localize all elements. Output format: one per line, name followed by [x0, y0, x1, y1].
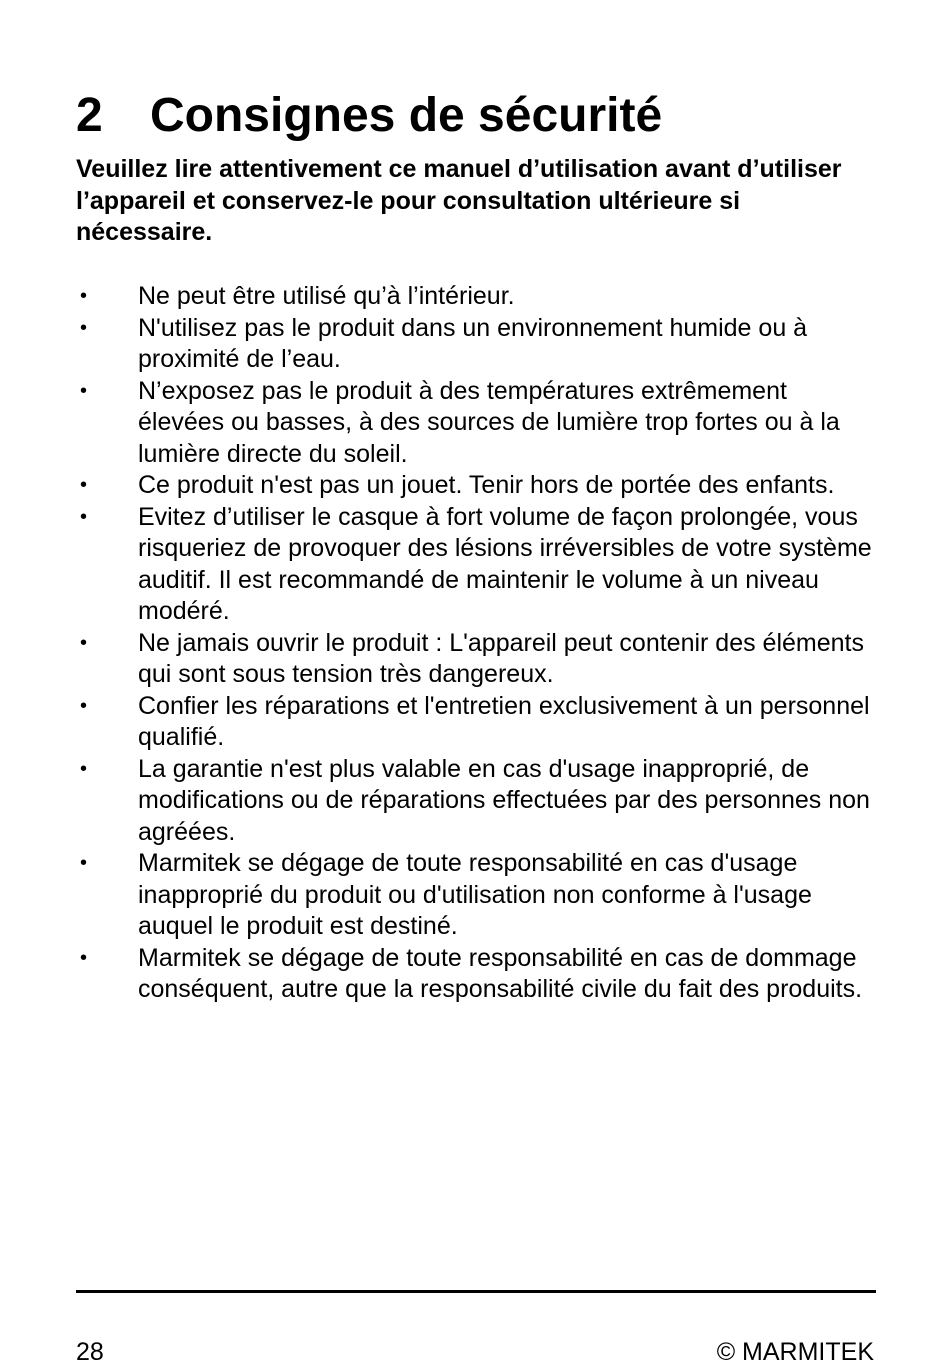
list-item — [76, 281, 876, 313]
list-item — [76, 502, 876, 628]
bullet-icon: • — [80, 379, 88, 402]
copyright-notice: © MARMITEK — [716, 1338, 874, 1366]
page-title — [76, 86, 662, 146]
list-item-text: Evitez d’utiliser le casque à fort volume de façon prolongée, vous risqueriez de provoquer des lésions irréversibles de votre système auditif. Il est recommandé de maintenir le volume à un niveau modéré. — [138, 502, 872, 625]
bullet-icon: • — [80, 631, 88, 654]
section-title: Consignes de sécurité — [150, 89, 663, 142]
list-item-text: N’exposez pas le produit à des températures extrêmement élevées ou basses, à des sources de lumière trop fortes ou à la lumière directe du soleil. — [138, 376, 840, 468]
page-number: 28 — [76, 1338, 104, 1366]
list-item — [76, 313, 876, 376]
bullet-icon: • — [80, 285, 88, 307]
list-item-text: Confier les réparations et l'entretien exclusivement à un personnel qualifié. — [138, 691, 870, 751]
list-item-text: Marmitek se dégage de toute responsabilité en cas d'usage inapproprié du produit ou d'utilisation non conforme à l'usage auquel le produit est destiné. — [138, 849, 812, 940]
footer-divider — [76, 1290, 876, 1293]
list-item-text: Ne jamais ouvrir le produit : L'appareil peut contenir des éléments qui sont sous tension très dangereux. — [138, 628, 864, 688]
list-item-text: N'utilisez pas le produit dans un environnement humide ou à proximité de l’eau. — [138, 313, 808, 373]
bullet-icon: • — [80, 946, 88, 969]
list-item-text: Ne peut être utilisé qu’à l’intérieur. — [138, 282, 515, 310]
bullet-icon: • — [80, 474, 88, 496]
safety-list — [76, 281, 876, 1006]
list-item — [76, 628, 876, 691]
bullet-icon: • — [80, 757, 88, 780]
list-item — [76, 470, 876, 502]
section-number: 2 — [76, 89, 103, 142]
bullet-icon: • — [80, 505, 88, 528]
list-item — [76, 754, 876, 849]
list-item-text: Marmitek se dégage de toute responsabilité en cas de dommage conséquent, autre que la responsabilité civile du fait des produits. — [138, 943, 863, 1003]
list-item — [76, 376, 876, 471]
intro-paragraph: Veuillez lire attentivement ce manuel d’utilisation avant d’utiliser l’appareil et conservez-le pour consultation ultérieure si nécessaire. — [76, 155, 842, 246]
list-item-text: La garantie n'est plus valable en cas d'usage inapproprié, de modifications ou de réparations effectuées par des personnes non agréées. — [138, 754, 870, 846]
list-item — [76, 848, 876, 943]
bullet-icon: • — [80, 694, 88, 717]
bullet-icon: • — [80, 852, 88, 874]
list-item-text: Ce produit n'est pas un jouet. Tenir hors de portée des enfants. — [138, 471, 835, 499]
list-item — [76, 943, 876, 1006]
list-item — [76, 691, 876, 754]
bullet-icon: • — [80, 316, 88, 339]
